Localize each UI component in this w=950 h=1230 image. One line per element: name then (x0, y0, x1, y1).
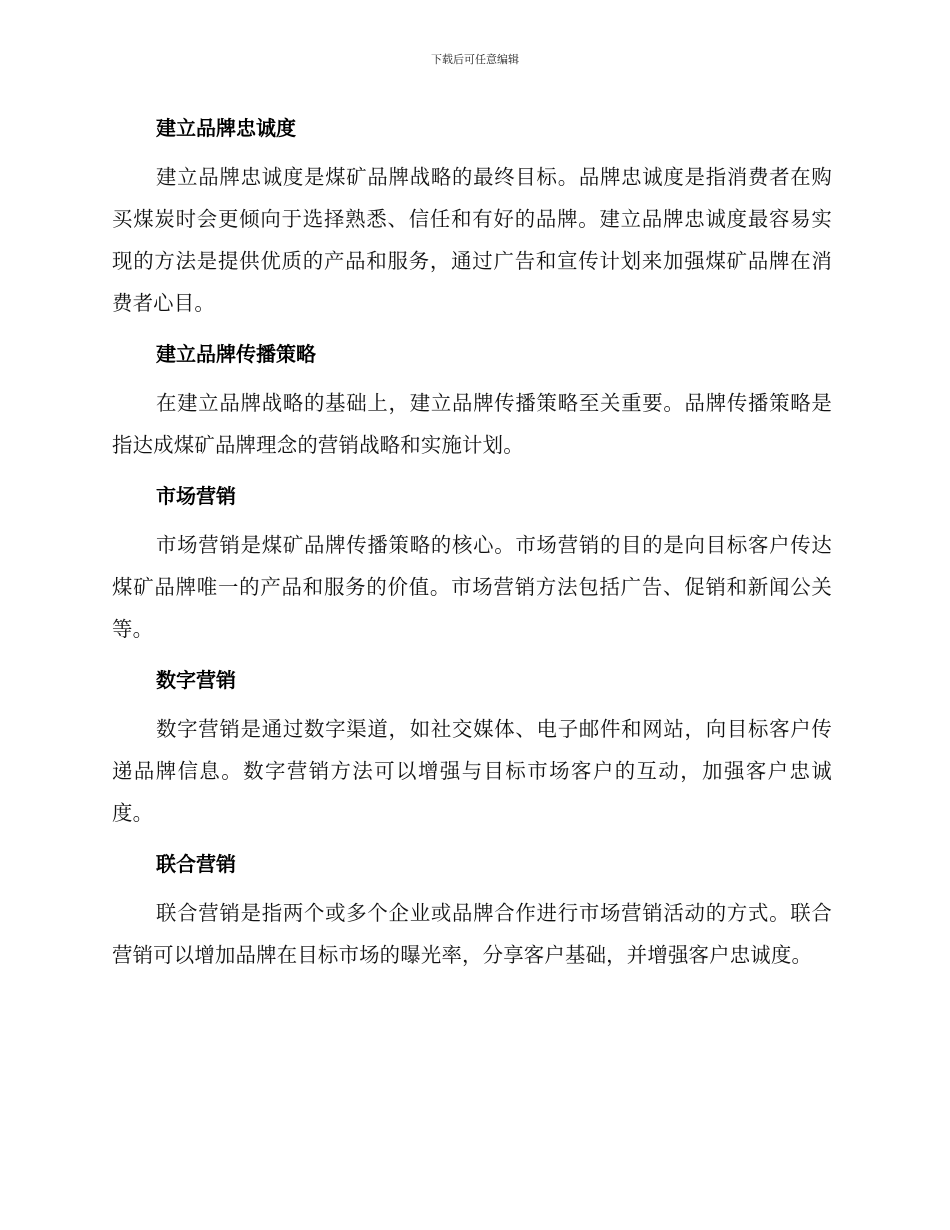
section-heading-brand-communication: 建立品牌传播策略 (156, 342, 316, 366)
section-body-digital-marketing: 数字营销是通过数字渠道，如社交媒体、电子邮件和网站，向目标客户传递品牌信息。数字营销方法可以增强与目标市场客户的互动，加强客户忠诚度。 (112, 717, 832, 825)
section-body-brand-loyalty: 建立品牌忠诚度是煤矿品牌战略的最终目标。品牌忠诚度是指消费者在购买煤炭时会更倾向于选择熟悉、信任和有好的品牌。建立品牌忠诚度最容易实现的方法是提供优质的产品和服务，通过广告和宣传计划来加强煤矿品牌在消费者心目。 (112, 165, 832, 315)
document-content (112, 108, 832, 986)
section-body-brand-communication: 在建立品牌战略的基础上，建立品牌传播策略至关重要。品牌传播策略是指达成煤矿品牌理念的营销战略和实施计划。 (112, 391, 832, 457)
page-header: 下载后可任意编辑 (431, 53, 519, 66)
section-body-market-marketing: 市场营销是煤矿品牌传播策略的核心。市场营销的目的是向目标客户传达煤矿品牌唯一的产品和服务的价值。市场营销方法包括广告、促销和新闻公关等。 (112, 533, 832, 641)
section-heading-market-marketing: 市场营销 (156, 484, 236, 508)
section-heading-digital-marketing: 数字营销 (156, 668, 236, 692)
section-heading-joint-marketing: 联合营销 (156, 852, 236, 876)
section-heading-brand-loyalty: 建立品牌忠诚度 (156, 116, 296, 140)
section-body-joint-marketing: 联合营销是指两个或多个企业或品牌合作进行市场营销活动的方式。联合营销可以增加品牌在目标市场的曝光率，分享客户基础，并增强客户忠诚度。 (112, 901, 832, 967)
